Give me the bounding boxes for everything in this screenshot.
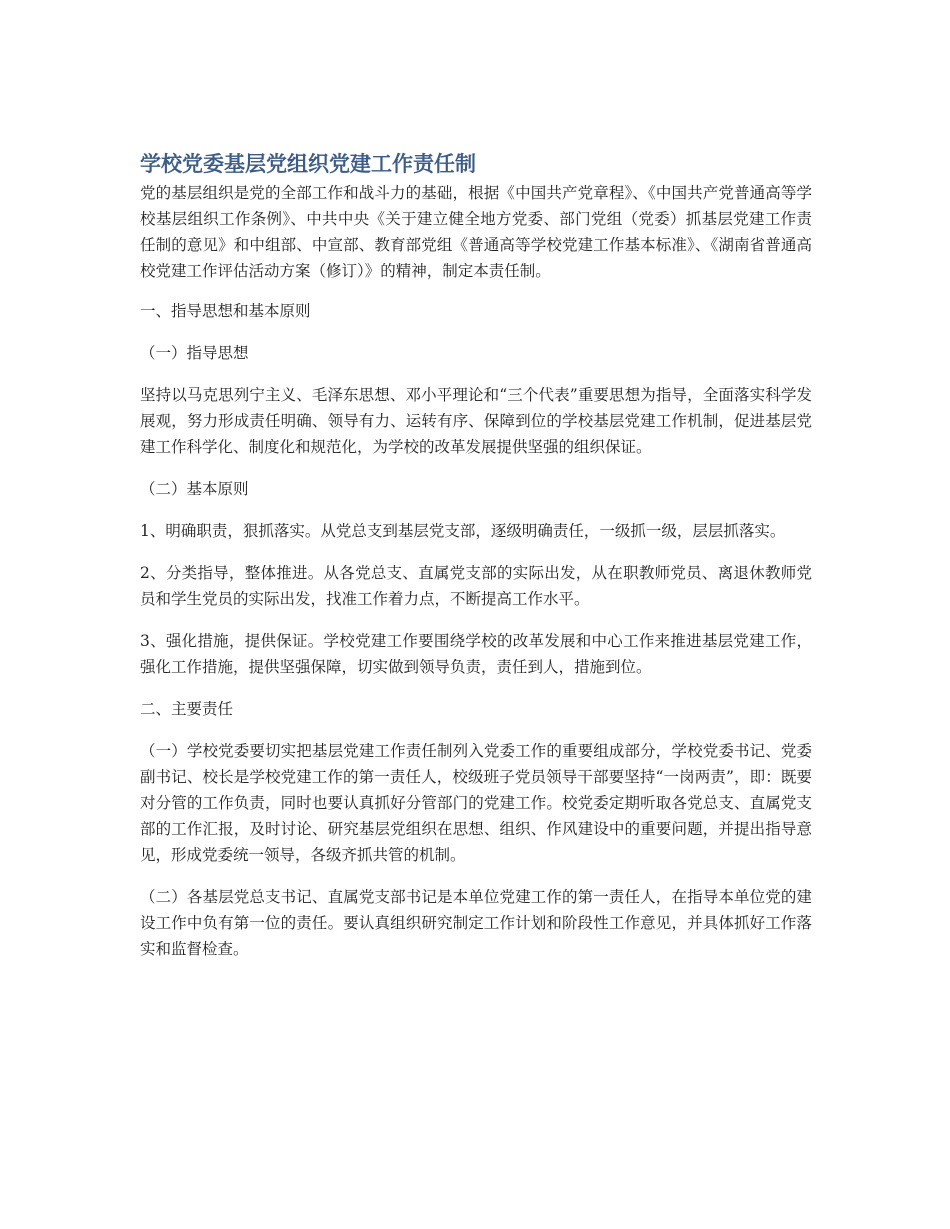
guiding-thought-paragraph: 坚持以马克思列宁主义、毛泽东思想、邓小平理论和“三个代表”重要思想为指导，全面落实科学发展观，努力形成责任明确、领导有力、运转有序、保障到位的学校基层党建工作机制，促进基层党建工作科学化、制度化和规范化，为学校的改革发展提供坚强的组织保证。 <box>140 386 812 456</box>
subsection-heading-basic-principles: （二）基本原则 <box>140 480 249 498</box>
intro-paragraph: 党的基层组织是党的全部工作和战斗力的基础，根据《中国共产党章程》、《中国共产党普通高等学校基层组织工作条例》、中共中央《关于建立健全地方党委、部门党组（党委）抓基层党建工作责任制的意见》和中组部、中宣部、教育部党组《普通高等学校党建工作基本标准》、《湖南省普通高校党建工作评估活动方案（修订）》的精神，制定本责任制。 <box>140 184 812 280</box>
principle-paragraph-3: 3、强化措施，提供保证。学校党建工作要围绕学校的改革发展和中心工作来推进基层党建工作，强化工作措施，提供坚强保障，切实做到领导负责，责任到人，措施到位。 <box>140 632 812 676</box>
section-heading-2: 二、主要责任 <box>140 700 234 718</box>
principle-paragraph-2: 2、分类指导，整体推进。从各党总支、直属党支部的实际出发，从在职教师党员、离退休教师党员和学生党员的实际出发，找准工作着力点，不断提高工作水平。 <box>140 564 812 608</box>
responsibility-paragraph-2: （二）各基层党总支书记、直属党支部书记是本单位党建工作的第一责任人，在指导本单位党的建设工作中负有第一位的责任。要认真组织研究制定工作计划和阶段性工作意见，并具体抓好工作落实和监督检查。 <box>140 888 812 958</box>
responsibility-paragraph-1: （一）学校党委要切实把基层党建工作责任制列入党委工作的重要组成部分，学校党委书记、党委副书记、校长是学校党建工作的第一责任人，校级班子党员领导干部要坚持“一岗两责”，即：既要对分管的工作负责，同时也要认真抓好分管部门的党建工作。校党委定期听取各党总支、直属党支部的工作汇报，及时讨论、研究基层党组织在思想、组织、作风建设中的重要问题，并提出指导意见，形成党委统一领导，各级齐抓共管的机制。 <box>140 742 812 864</box>
document-title: 学校党委基层党组织党建工作责任制 <box>140 152 476 176</box>
document-page <box>140 150 812 978</box>
section-heading-1: 一、指导思想和基本原则 <box>140 302 311 320</box>
principle-paragraph-1: 1、明确职责，狠抓落实。从党总支到基层党支部，逐级明确责任，一级抓一级，层层抓落实。 <box>140 522 786 540</box>
subsection-heading-guiding-thought: （一）指导思想 <box>140 344 249 362</box>
